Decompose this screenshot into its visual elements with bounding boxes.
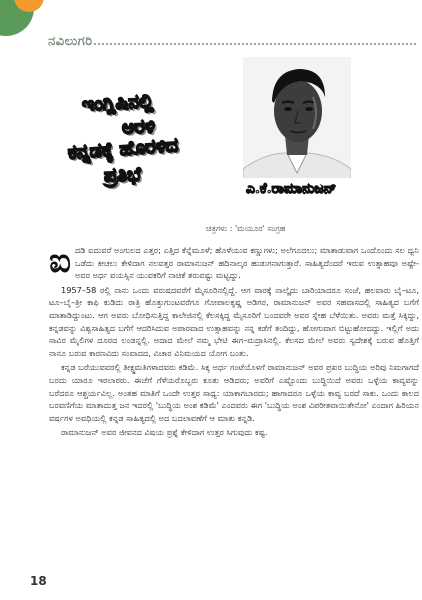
page-number: 18 <box>30 574 47 588</box>
paragraph-4: ರಾಮಾನುಜನ್ ಅವರ ಜೀವನದ ವಿಷಯ ಪ್ರಶ್ನೆ ಕೇಳಿದಾಗ ಉತ್ತರ ಸಿಗುವುದು ಕಷ್ಟ. <box>61 427 268 438</box>
author-portrait <box>243 57 351 195</box>
title-line-3: ಕನ್ನಡಕ್ಕೆ ಹೊರಳಿದ <box>67 134 179 164</box>
section-label: ನವಿಲುಗರಿ <box>48 34 93 49</box>
paragraph-1 <box>49 241 419 282</box>
paragraph-2: 1957–58 ರಲ್ಲಿ ನಾನು ಒಂದು ವರುಷದವರೆಗೆ ಮೈಸೂರಿನಲ್ಲಿದ್ದೆ. ಆಗ ವಾರಕ್ಕೆ ನಾಲ್ಕೈದು ಬಾರಿಯಾದರೂ ಸಂಜೆ, ಹಲವಾರು ಬೈ–ಟೂ, ಟೂ–ಬೈ–ತ್ರೀ ಕಾಫಿ ಕುಡಿದು ರಾತ್ರಿ ಹೊತ್ತುಗುಂಟವರೆಗೂ ಗೋಪಾಲಕೃಷ್ಣ ಅಡಿಗರ, ರಾಮಾನುಜನ್ ಅವರ ಸಹವಾಸದಲ್ಲಿ ಸಾಹಿತ್ಯದ ಬಗೆಗೆ ಮಾತಾಡಿದ್ದುಂಟು. ಆಗ ಅವರು ಬೋಧಿಸುತ್ತಿದ್ದ ಕಾಲೇಜಿನಲ್ಲಿ ಕೆಲಸಕ್ಕಿದ್ದ ಮೈಸೂರಿಗೆ ಬಂದವರೇ ಅವರ ಸ್ನೇಹ ಬೆಳೆಯಿತು. ಅವರು ಮತ್ತೆ ಸಿಕ್ಕಿದ್ದು, ಕನ್ನಡವನ್ನು ವಿಶ್ವಸಾಹಿತ್ಯದ ಬಗೆಗೆ ಆದರಿಸಿದುವ ಅಪಾರವಾದ ಉತ್ಸಾಹವನ್ನು ನನ್ನ ಕಡೆಗೆ ತಂದಿದ್ದು, ಹೋಗುವಾಗ ಬಿಟ್ಟುಹೋದದ್ದು. ಇಲ್ಲಿಗೆ ಅದು ಸಾವಿರ ಮೈಲಿಗಳ ದೂರದ ಲಂಡನ್ನಲ್ಲಿ. ಅದಾದ ಮೇಲೆ ನಮ್ಮ ಭೇಟಿ ಈಗ–ಮದ್ರಾಸಿನಲ್ಲಿ. ಕೆಲಸದ ಮೇಲೆ ಅವರು ಸ್ವದೇಶಕ್ಕೆ ಬರುವ ಹೊತ್ತಿಗೆ ನಾನೂ ಬರುವ ಕಾರಣವಿದು ಸಂವಾದದ, ವಿಚಾರ ವಿನಿಮಯದ ಯೋಗ ಬಂತು. <box>49 284 419 358</box>
author-name: ಎ.ಕೆ.ರಾಮಾನುಜನ್ <box>246 181 337 197</box>
title-line-4: ಪ್ರತಿಭೆ <box>103 163 142 187</box>
article-body <box>49 241 419 441</box>
drop-cap: ಐ <box>49 241 71 281</box>
title-line-2: ಅರಳಿ <box>121 115 156 139</box>
article-title <box>64 92 244 192</box>
paragraph-1-text: ದಡಿ ಐದುವರೆ ಅಂಗುಲದ ಎತ್ತರ; ಎತ್ತಿದ ಕೆನ್ನೆಮೂಳೆ; ಹೊಳೆಯುವ ಕಣ್ಣುಗಳು; ಅಲೆಗೂದಲು; ಮಾತಾಡುವಾಗ ಒಂದೊಂದು ಸಲ ಧ್ವನಿ ಒಡೆದು ಕೀಚಲು ಕೇಳಿದಾಗ ನಲವತ್ತರ ರಾಮಾನುಜನ್ ಹದಿನಾಲ್ಕರ ಹುಡುಗನಾಗುತ್ತಾರೆ. ಸಾಹಿತ್ಯದೆಂದರೆ ಇರುವ ಉತ್ಸಾಹವೂ ಅಷ್ಟೇ-ಅವರ ಅರ್ಧ ವಯಸ್ಸಿನ ಯುವಕರಿಗೆ ನಾಚಿಕೆ ತರುವಷ್ಟು ಮಟ್ಟದ್ದು. <box>75 245 419 281</box>
dotted-divider <box>94 43 416 45</box>
title-line-1: ಇಂಗ್ಲಿಷಿನಲ್ಲಿ <box>81 90 154 116</box>
paragraph-3: ಕನ್ನಡ ಬರೆಯುವವರಲ್ಲಿ ತೀಕ್ಷ್ಣಮತಿಗಳಾದವರು ಕಡಿಮೆ. ಸಿಕ್ಕ ಅರ್ಧ ಗಂಟೆಯೊಳಗೆ ರಾಮಾನುಜನ್ ಅವರ ಪ್ರಖರ ಬುದ್ಧಿಯ ಅರಿವು ನಿಮಗಾಗದೆ ಬರದು ಯಾರೂ ಇರಲಾರರು. ಈಚೆಗೆ ಗೆಳೆಯರೊಬ್ಬರು ಕೂತು ಆಡಿದರು; ಅವರಿಗೆ ಎಷ್ಟೊಂದು ಬುದ್ಧಿಯಿದೆ ಅವರು ಒಳ್ಳೆಯ ಕಾವ್ಯವನ್ನು ಬರೆದರೂ ಆಶ್ಚರ್ಯವಿಲ್ಲ. ಅಂತಹ ಮಾತಿಗೆ ಒಂದೇ ಉತ್ತರ ಸಾಧ್ಯ: ಯಾಕಾಗಬಾರದು; ಹಾಗಾದರೂ ಒಳ್ಳೆಯ ಕಾವ್ಯ ಬರದೆ ಸಾಕು. ಒಂದು ಕಾಲದ ಬರವಣಿಗೆಯ ಮಾತಾದುತ್ತ ಜನ ಇದರಲ್ಲಿ 'ಬುದ್ಧಿಯ ಅಂಶ ಕಡಿಮೆ' ಎಂದವರು ಈಗ 'ಬುದ್ಧಿಯ ಅಂಶ ವಿಪರೀತವಾಯಿತೇನೋ' ಎಂದಾಗ ಹಿರಿಯನ ವರ್ಷಗಳ ಅವಧಿಯಲ್ಲಿ ಕನ್ನಡ ಸಾಹಿತ್ಯದಲ್ಲಿ ಅದ ಬದಲಾವಣೆಗೆ ಆ ಮಾತು ಕನ್ನಡಿ. <box>49 362 419 423</box>
photo-credit: ಚಿತ್ರಗಳು : 'ಮಯೂರ' ಸಂಗ್ರಹ <box>206 224 286 233</box>
